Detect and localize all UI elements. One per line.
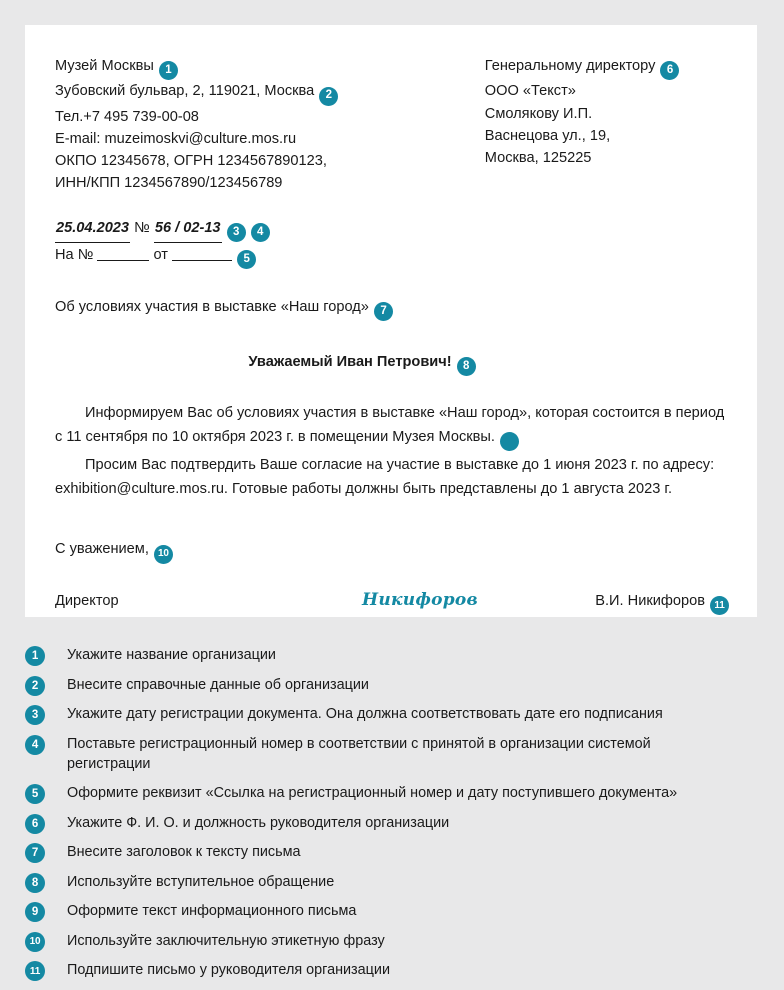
reference-number-blank[interactable] bbox=[97, 246, 149, 261]
registration-date-row bbox=[55, 216, 729, 243]
legend-item-10 bbox=[25, 931, 759, 952]
body-paragraph-1 bbox=[55, 402, 729, 451]
body-paragraph-1-text: Информируем Вас об условиях участия в выставке «Наш город», которая состоится в период с 11 сентября по 10 октября 2023 г. в помещении Музея Москвы. bbox=[55, 405, 725, 445]
badge-6[interactable]: 6 bbox=[660, 61, 679, 80]
body-block bbox=[55, 402, 729, 501]
legend-text-11: Подпишите письмо у руководителя организации bbox=[67, 962, 390, 978]
legend-list bbox=[25, 645, 759, 990]
number-symbol: № bbox=[134, 219, 150, 236]
legend-badge-5[interactable]: 5 bbox=[25, 784, 45, 804]
closing-text: С уважением, bbox=[55, 541, 149, 557]
reference-middle: от bbox=[153, 246, 168, 263]
sender-line-okpo-ogrn: ОКПО 12345678, ОГРН 1234567890123, bbox=[55, 152, 327, 169]
registration-reference-row bbox=[55, 243, 729, 269]
salutation-line bbox=[55, 354, 729, 376]
legend-item-9 bbox=[25, 901, 759, 922]
addressee-position-text: Генеральному директору bbox=[484, 58, 656, 74]
sender-line-phone: Тел.+7 495 739-00-08 bbox=[55, 108, 199, 125]
addressee-line-street: Васнецова ул., 19, bbox=[484, 128, 611, 145]
badge-5[interactable]: 5 bbox=[237, 250, 256, 269]
addressee-line-position bbox=[485, 55, 729, 80]
badge-7[interactable]: 7 bbox=[374, 302, 393, 321]
legend-text-6: Укажите Ф. И. О. и должность руководителя организации bbox=[67, 814, 450, 831]
letter-page bbox=[25, 25, 757, 617]
legend-text-8: Используйте вступительное обращение bbox=[67, 873, 335, 890]
legend-badge-9[interactable]: 9 bbox=[25, 902, 45, 922]
badge-9[interactable]: 9 bbox=[500, 432, 519, 451]
salutation-text: Уважаемый Иван Петрович! bbox=[248, 354, 452, 370]
legend-badge-7[interactable]: 7 bbox=[25, 843, 45, 863]
legend-text-4: Поставьте регистрационный номер в соответствии с принятой в организации системой регистрации bbox=[67, 735, 651, 772]
legend-badge-11[interactable]: 11 bbox=[25, 961, 45, 981]
legend-text-3: Укажите дату регистрации документа. Она должна соответствовать дате его подписания bbox=[67, 706, 663, 722]
letterhead-row bbox=[55, 55, 729, 194]
legend-item-3 bbox=[25, 704, 759, 725]
handwritten-signature: Никифоров bbox=[361, 589, 479, 610]
legend-text-10: Используйте заключительную этикетную фразу bbox=[67, 932, 385, 949]
legend-item-7 bbox=[25, 842, 759, 863]
legend-item-8 bbox=[25, 872, 759, 893]
reference-date-blank[interactable] bbox=[172, 246, 232, 261]
registration-date[interactable]: 25.04.2023 bbox=[55, 216, 130, 243]
badge-11[interactable]: 11 bbox=[710, 596, 729, 615]
sender-organization-text: Музей Москвы bbox=[55, 58, 154, 74]
legend-text-5: Оформите реквизит «Ссылка на регистрационный номер и дату поступившего документа» bbox=[67, 785, 678, 801]
signatory-position: Директор bbox=[55, 592, 119, 609]
body-paragraph-2: Просим Вас подтвердить Ваше согласие на участие в выставке до 1 июня 2023 г. по адресу: exhibition@culture.mos.ru. Готовые работы должны быть представлены до 1 августа 2023 г. bbox=[55, 457, 715, 497]
signatory-name-wrap bbox=[535, 593, 729, 616]
legend-badge-2[interactable]: 2 bbox=[25, 676, 45, 696]
sender-block bbox=[55, 55, 485, 194]
addressee-line-city: Москва, 125225 bbox=[484, 150, 592, 167]
subject-line bbox=[55, 296, 729, 321]
legend-badge-10[interactable]: 10 bbox=[25, 932, 45, 952]
legend-badge-3[interactable]: 3 bbox=[25, 705, 45, 725]
sender-line-address bbox=[55, 80, 485, 105]
legend-text-9: Оформите текст информационного письма bbox=[67, 903, 357, 919]
legend-item-6 bbox=[25, 813, 759, 834]
badge-3[interactable]: 3 bbox=[227, 223, 246, 242]
legend-item-4 bbox=[25, 734, 759, 775]
legend-badge-8[interactable]: 8 bbox=[25, 873, 45, 893]
sender-line-email: E-mail: muzeimoskvi@culture.mos.ru bbox=[55, 130, 297, 147]
signatory-full-name: В.И. Никифоров bbox=[595, 592, 705, 609]
registration-block bbox=[55, 216, 729, 269]
closing-line bbox=[55, 541, 729, 564]
legend-badge-1[interactable]: 1 bbox=[25, 646, 45, 666]
legend-text-1: Укажите название организации bbox=[67, 647, 276, 663]
legend-badge-6[interactable]: 6 bbox=[25, 814, 45, 834]
legend-item-11 bbox=[25, 960, 759, 981]
addressee-line-company: ООО «Текст» bbox=[484, 83, 576, 100]
reference-prefix: На № bbox=[55, 246, 94, 263]
badge-2[interactable]: 2 bbox=[319, 87, 338, 106]
legend-item-2 bbox=[25, 675, 759, 696]
addressee-line-name: Смолякову И.П. bbox=[484, 105, 593, 122]
sender-line-inn-kpp: ИНН/КПП 1234567890/123456789 bbox=[55, 174, 283, 191]
badge-10[interactable]: 10 bbox=[154, 545, 173, 564]
legend-item-1 bbox=[25, 645, 759, 666]
badge-4[interactable]: 4 bbox=[251, 223, 270, 242]
badge-8[interactable]: 8 bbox=[457, 357, 476, 376]
legend-badge-4[interactable]: 4 bbox=[25, 735, 45, 755]
registration-number[interactable]: 56 / 02-13 bbox=[154, 216, 222, 243]
subject-text: Об условиях участия в выставке «Наш город» bbox=[55, 298, 369, 315]
sender-address-text: Зубовский бульвар, 2, 119021, Москва bbox=[55, 83, 315, 100]
addressee-block bbox=[485, 55, 729, 194]
legend-item-5 bbox=[25, 783, 759, 804]
signature-row bbox=[55, 590, 729, 616]
legend-text-7: Внесите заголовок к тексту письма bbox=[67, 844, 301, 860]
badge-1[interactable]: 1 bbox=[159, 61, 178, 80]
sender-line-organization bbox=[55, 55, 485, 80]
legend-text-2: Внесите справочные данные об организации bbox=[67, 676, 369, 693]
